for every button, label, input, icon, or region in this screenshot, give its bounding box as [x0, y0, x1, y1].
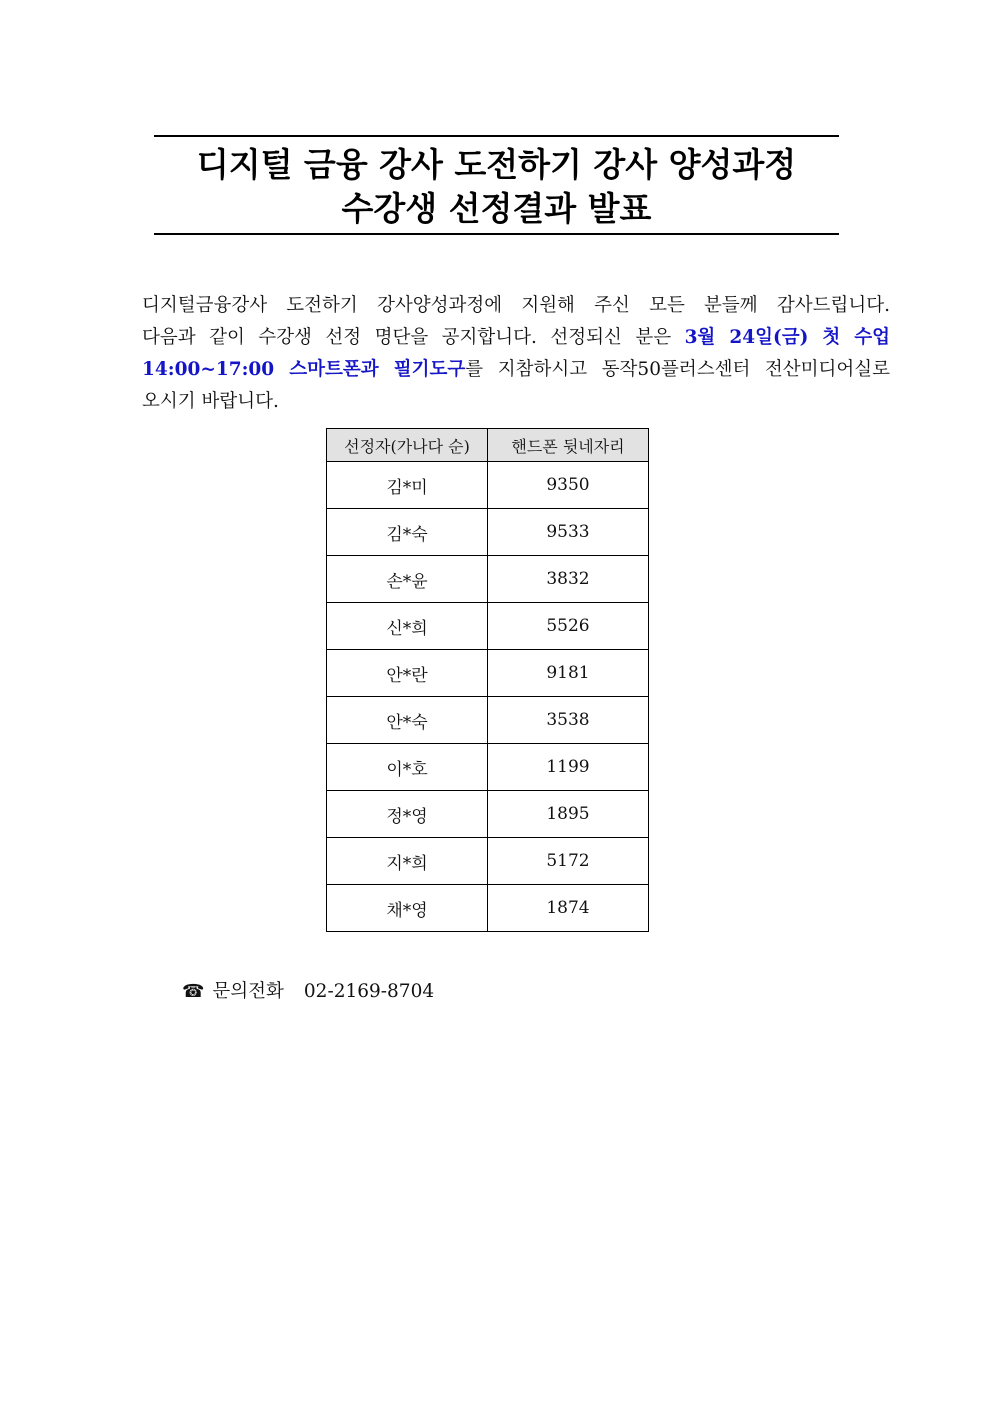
- intro-line-2-highlight: 3월 24일(금) 첫 수업: [684, 327, 891, 348]
- table-row: [327, 791, 649, 838]
- table-row: [327, 556, 649, 603]
- intro-line-4: 오시기 바랍니다.: [142, 391, 279, 412]
- cell-phone: 1199: [488, 744, 649, 791]
- contact-number: 02-2169-8704: [303, 981, 435, 1002]
- table-row: [327, 650, 649, 697]
- cell-phone: 1874: [488, 885, 649, 932]
- intro-line-3-text: 를 지참하시고 동작50플러스센터 전산미디어실로: [465, 359, 891, 380]
- cell-phone: 5526: [488, 603, 649, 650]
- table-row: [327, 509, 649, 556]
- intro-line-2-text: 다음과 같이 수강생 선정 명단을 공지합니다. 선정되신 분은: [142, 327, 685, 348]
- selection-table: [326, 428, 649, 932]
- cell-name: 채*영: [327, 885, 488, 932]
- cell-name: 정*영: [327, 791, 488, 838]
- cell-name: 이*호: [327, 744, 488, 791]
- table-row: [327, 744, 649, 791]
- cell-phone: 3832: [488, 556, 649, 603]
- intro-line-1: 디지털금융강사 도전하기 강사양성과정에 지원해 주신 모든 분들께 감사드립니다.: [142, 295, 890, 316]
- cell-phone: 9181: [488, 650, 649, 697]
- cell-name: 김*숙: [327, 509, 488, 556]
- title-line-2: 수강생 선정결과 발표: [341, 189, 652, 228]
- cell-phone: 9533: [488, 509, 649, 556]
- table-row: [327, 462, 649, 509]
- title-line-1: 디지털 금융 강사 도전하기 강사 양성과정: [196, 145, 797, 184]
- cell-name: 신*희: [327, 603, 488, 650]
- phone-icon: ☎: [182, 981, 205, 1002]
- cell-name: 안*란: [327, 650, 488, 697]
- cell-phone: 9350: [488, 462, 649, 509]
- intro-paragraph: [142, 290, 890, 418]
- cell-name: 지*희: [327, 838, 488, 885]
- contact-label: 문의전화: [212, 981, 284, 1002]
- table-row: [327, 885, 649, 932]
- cell-name: 김*미: [327, 462, 488, 509]
- table-header-row: [327, 429, 649, 462]
- cell-name: 손*윤: [327, 556, 488, 603]
- table-row: [327, 603, 649, 650]
- intro-line-2: [142, 322, 890, 354]
- contact-line: [182, 978, 434, 1006]
- document-title: [154, 135, 839, 235]
- intro-line-3: [142, 354, 890, 386]
- table-row: [327, 697, 649, 744]
- column-header-phone: 핸드폰 뒷네자리: [488, 429, 649, 462]
- column-header-name: 선정자(가나다 순): [327, 429, 488, 462]
- cell-name: 안*숙: [327, 697, 488, 744]
- table-row: [327, 838, 649, 885]
- cell-phone: 3538: [488, 697, 649, 744]
- cell-phone: 5172: [488, 838, 649, 885]
- intro-line-3-highlight: 14:00~17:00 스마트폰과 필기도구: [142, 359, 466, 380]
- cell-phone: 1895: [488, 791, 649, 838]
